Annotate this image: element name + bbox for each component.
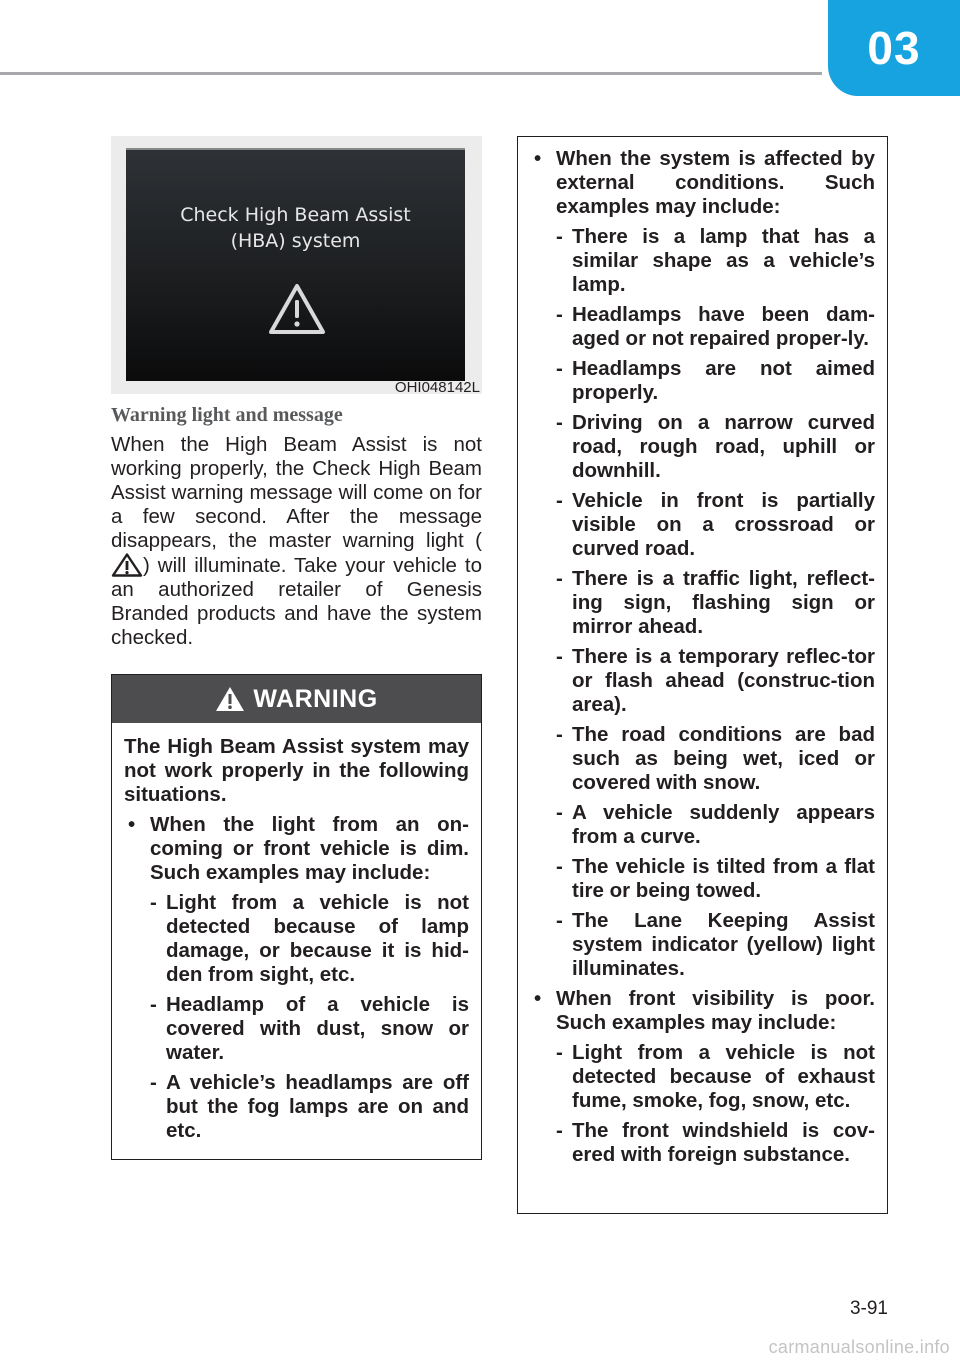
body-text-part-2: ) will illuminate. Take your vehicle to an authorized retailer of Genesis Branded products and have the system checked. [111,554,482,649]
chapter-number: 03 [867,22,921,74]
master-warning-icon [111,553,143,577]
condition-list-item: - There is a lamp that has a similar shape as a vehicle’s lamp. [530,225,875,297]
condition-list-item: - Headlamps have been dam-aged or not repaired proper-ly. [530,303,875,351]
header-rule [0,72,822,75]
chapter-tab [828,0,960,96]
condition-list-item: - The Lane Keeping Assist system indicator (yellow) light illuminates. [530,909,875,981]
cluster-message-line-1: Check High Beam Assist [180,204,411,226]
warning-header [112,675,481,723]
condition-list-item: - A vehicle suddenly appears from a curve. [530,801,875,849]
cluster-message [126,202,465,254]
warning-body [112,723,481,1143]
condition-list-item: - Driving on a narrow curved road, rough road, uphill or downhill. [530,411,875,483]
body-paragraph [111,433,482,650]
condition-list-item: - Light from a vehicle is not detected because of exhaust fume, smoke, fog, snow, etc. [530,1041,875,1113]
cluster-display [126,148,465,381]
condition-bullet: • When front visibility is poor. Such examples may include: [530,987,875,1035]
cluster-message-line-2: (HBA) system [230,230,361,252]
warning-bullet: • When the light from an on-coming or front vehicle is dim. Such examples may include: [124,813,469,885]
warning-box [111,674,482,1160]
warning-list-item: - Headlamp of a vehicle is covered with dust, snow or water. [124,993,469,1065]
warning-intro: The High Beam Assist system may not work properly in the following situations. [124,735,469,806]
figure-code: OHI048142L [394,379,480,396]
warning-triangle-icon [215,686,245,712]
warning-list-item: - A vehicle’s headlamps are off but the fog lamps are on and etc. [124,1071,469,1143]
condition-list-item: - Vehicle in front is partially visible on a crossroad or curved road. [530,489,875,561]
cluster-message-figure [111,136,482,394]
section-heading: Warning light and message [111,404,343,426]
condition-list-item: - There is a temporary reflec-tor or flash ahead (construc-tion area). [530,645,875,717]
condition-list-item: - The road conditions are bad such as being wet, iced or covered with snow. [530,723,875,795]
condition-bullet: • When the system is affected by external conditions. Such examples may include: [530,147,875,219]
condition-list-item: - The vehicle is tilted from a flat tire or being towed. [530,855,875,903]
warning-triangle-icon [267,282,327,336]
page-number: 3-91 [849,1298,888,1319]
watermark: carmanualsonline.info [768,1337,950,1357]
condition-list-item: - The front windshield is cov-ered with foreign substance. [530,1119,875,1167]
condition-list-item: - Headlamps are not aimed properly. [530,357,875,405]
warning-list-item: - Light from a vehicle is not detected because of lamp damage, or because it is hid-den from sight, etc. [124,891,469,987]
warning-title: WARNING [253,684,378,713]
condition-list-item: - There is a traffic light, reflect-ing sign, flashing sign or mirror ahead. [530,567,875,639]
body-text-part-1: When the High Beam Assist is not working properly, the Check High Beam Assist warning message will come on for a few second. After the message disappears, the master warning light ( [111,433,482,552]
warning-continuation-box [517,136,888,1214]
